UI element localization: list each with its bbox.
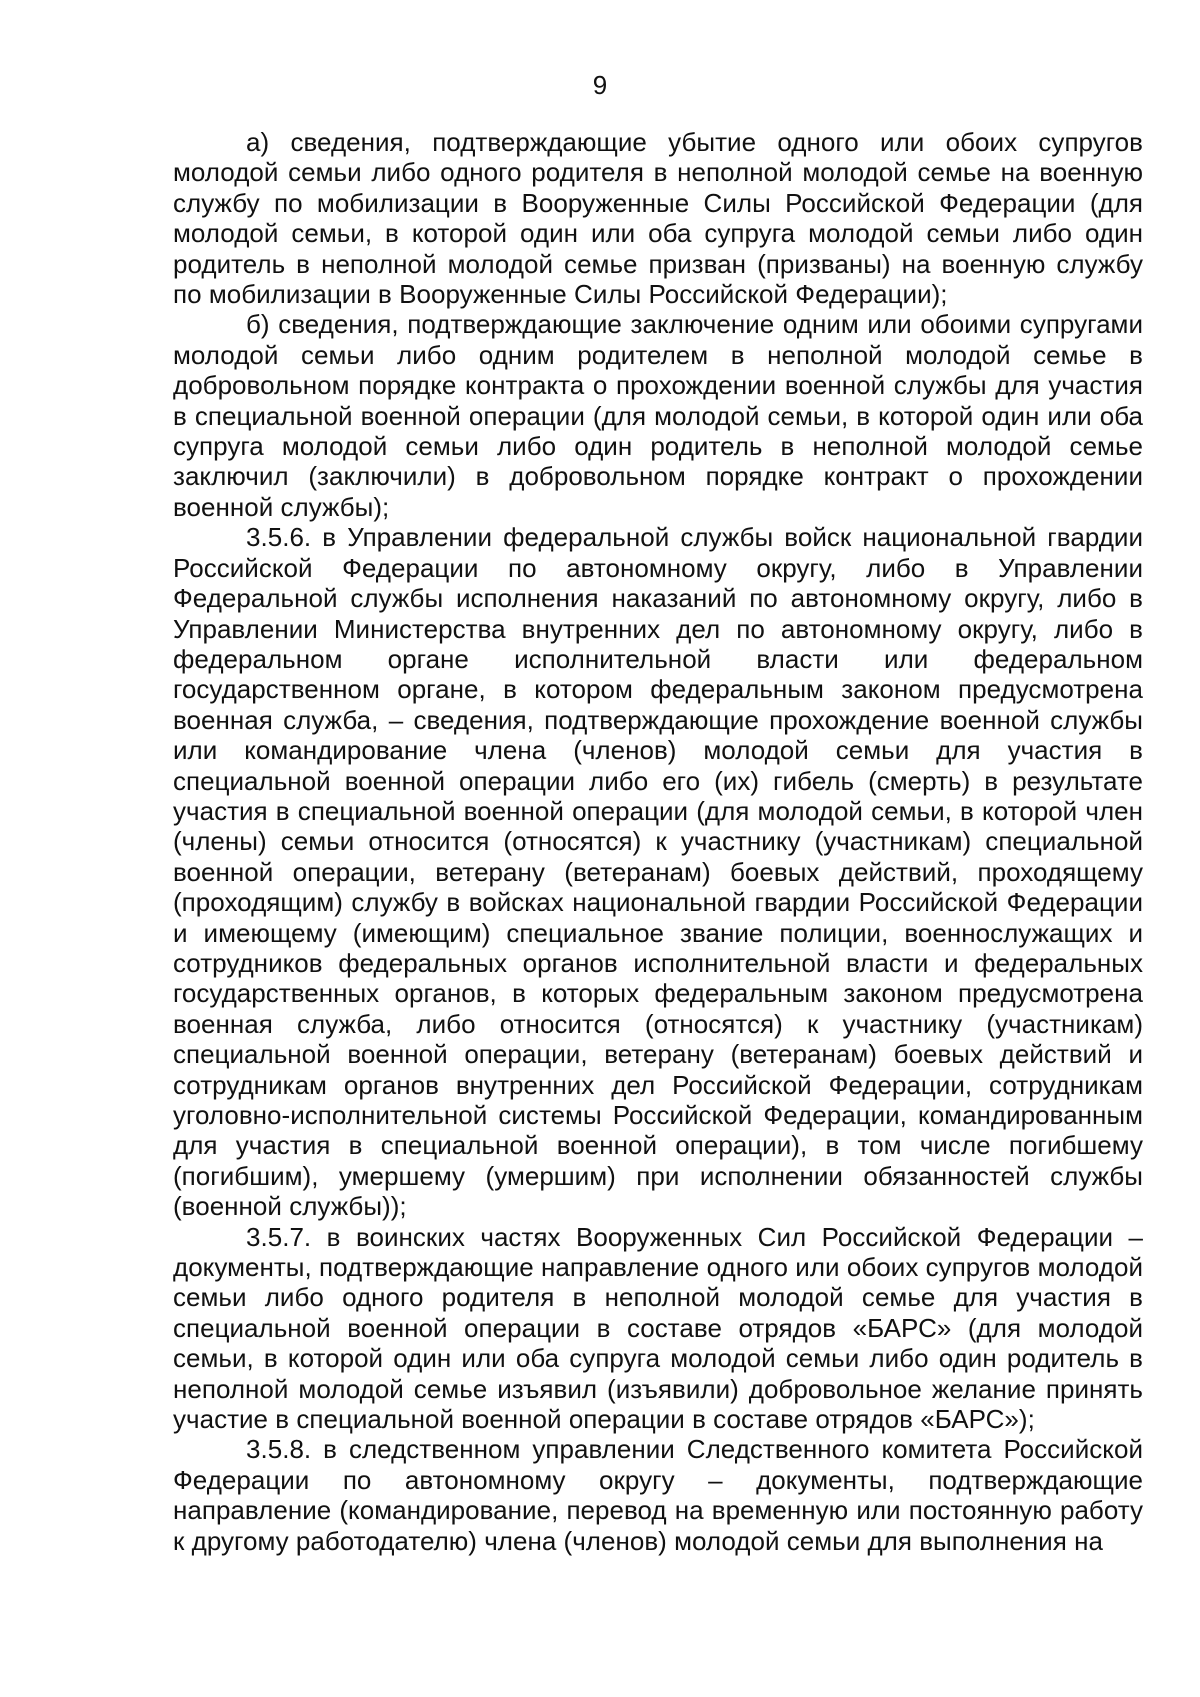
paragraph-3-5-6: 3.5.6. в Управлении федеральной службы войск национальной гвардии Российской Федерации по автономному округу, либо в Управлении Федеральной службы исполнения наказаний по автономному округу, либо в Управлении Министерства внутренних дел по автономному округу, либо в федеральном органе исполнительной власти или федеральном государственном органе, в котором федеральным законом предусмотрена военная служба, – сведения, подтверждающие прохождение военной службы или командирование члена (членов) молодой семьи для участия в специальной военной операции либо его (их) гибель (смерть) в результате участия в специальной военной операции (для молодой семьи, в которой член (члены) семьи относится (относятся) к участнику (участникам) специальной военной операции, ветерану (ветеранам) боевых действий, проходящему (проходящим) службу в войсках национальной гвардии Российской Федерации и имеющему (имеющим) специальное звание полиции, военнослужащих и сотрудников федеральных органов исполнительной власти и федеральных государственных органов, в которых федеральным законом предусмотрена военная служба, либо относится (относятся) к участнику (участникам) специальной военной операции, ветерану (ветеранам) боевых действий и сотрудникам органов внутренних дел Российской Федерации, сотрудникам уголовно-исполнительной системы Российской Федерации, командированным для участия в специальной военной операции), в том числе погибшему (погибшим), умершему (умершим) при исполнении обязанностей службы (военной службы)); <box>173 522 1143 1222</box>
document-body <box>173 127 1143 1556</box>
paragraph-3-5-7: 3.5.7. в воинских частях Вооруженных Сил Российской Федерации – документы, подтверждающие направление одного или обоих супругов молодой семьи либо одного родителя в неполной молодой семье для участия в специальной военной операции в составе отрядов «БАРС» (для молодой семьи, в которой один или оба супруга молодой семьи либо один родитель в неполной молодой семье изъявил (изъявили) добровольное желание принять участие в специальной военной операции в составе отрядов «БАРС»); <box>173 1221 1143 1435</box>
paragraph-3-5-8: 3.5.8. в следственном управлении Следственного комитета Российской Федерации по автономному округу – документы, подтверждающие направление (командирование, перевод на временную или постоянную работу к другому работодателю) члена (членов) молодой семьи для выполнения на <box>173 1434 1143 1556</box>
page-number: 9 <box>592 70 608 100</box>
paragraph-3-5-5-b: б) сведения, подтверждающие заключение одним или обоими супругами молодой семьи либо одним родителем в неполной молодой семье в добровольном порядке контракта о прохождении военной службы для участия в специальной военной операции (для молодой семьи, в которой один или оба супруга молодой семьи либо один родитель в неполной молодой семье заключил (заключили) в добровольном порядке контракт о прохождении военной службы); <box>173 309 1143 522</box>
paragraph-3-5-5-a: а) сведения, подтверждающие убытие одного или обоих супругов молодой семьи либо одного родителя в неполной молодой семье на военную службу по мобилизации в Вооруженные Силы Российской Федерации (для молодой семьи, в которой один или оба супруга молодой семьи либо один родитель в неполной молодой семье призван (призваны) на военную службу по мобилизации в Вооруженные Силы Российской Федерации); <box>173 127 1143 310</box>
